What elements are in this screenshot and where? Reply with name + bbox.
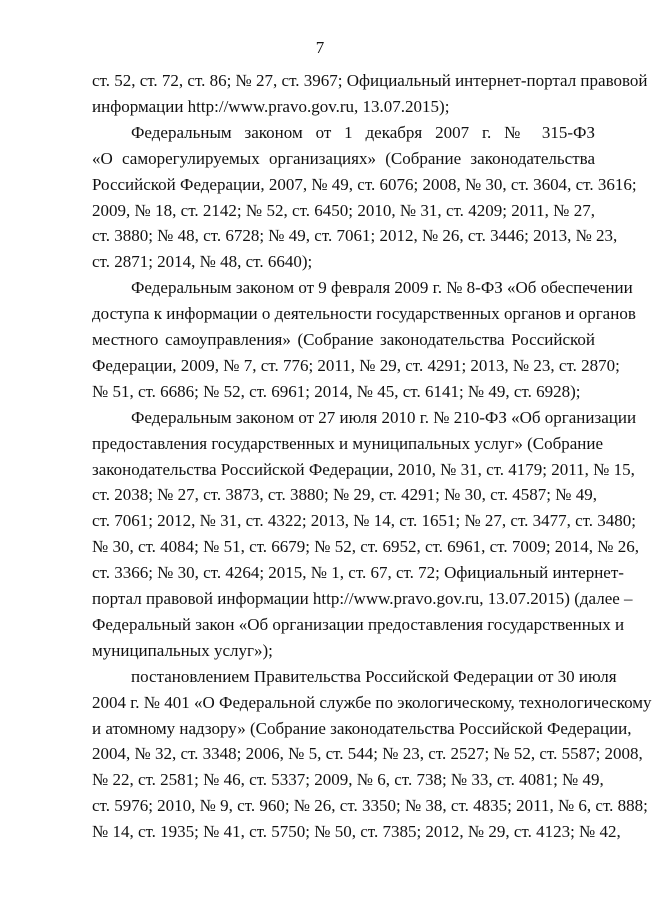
text-line: Федеральным законом от 9 февраля 2009 г. № 8-ФЗ «Об обеспечении [131, 278, 633, 298]
text-line: ст. 7061; 2012, № 31, ст. 4322; 2013, № 14, ст. 1651; № 27, ст. 3477, ст. 3480; [92, 511, 637, 531]
text-line: ст. 52, ст. 72, ст. 86; № 27, ст. 3967; Официальный интернет-портал правовой [92, 71, 648, 90]
text-line: доступа к информации о деятельности государственных органов и органов [92, 304, 636, 324]
page-number: 7 [315, 38, 325, 57]
text-line: «О саморегулируемых организациях» (Собрание законодательства [92, 148, 595, 168]
text-line: ст. 3880; № 48, ст. 6728; № 49, ст. 7061; 2012, № 26, ст. 3446; 2013, № 23, [92, 226, 618, 246]
text-line: Федеральным законом от 1 декабря 2007 г. № 315-ФЗ [131, 122, 595, 142]
text-line: Федерации, 2009, № 7, ст. 776; 2011, № 29, ст. 4291; 2013, № 23, ст. 2870; [92, 355, 620, 375]
text-line: № 22, ст. 2581; № 46, ст. 5337; 2009, № 6, ст. 738; № 33, ст. 4081; № 49, [92, 770, 604, 790]
text-line: постановлением Правительства Российской Федерации от 30 июля [131, 666, 617, 686]
text-line: законодательства Российской Федерации, 2010, № 31, ст. 4179; 2011, № 15, [92, 459, 635, 479]
text-line: местного самоуправления» (Собрание законодательства Российской [92, 330, 595, 349]
text-line: 2004, № 32, ст. 3348; 2006, № 5, ст. 544; № 23, ст. 2527; № 52, ст. 5587; 2008, [92, 744, 643, 764]
text-line: ст. 3366; № 30, ст. 4264; 2015, № 1, ст. 67, ст. 72; Официальный интернет- [92, 563, 624, 583]
text-line: и атомному надзору» (Собрание законодательства Российской Федерации, [92, 718, 632, 738]
text-line: ст. 2871; 2014, № 48, ст. 6640); [92, 252, 313, 272]
text-line: 2004 г. № 401 «О Федеральной службе по экологическому, технологическому [92, 692, 652, 712]
text-line: портал правовой информации http://www.pravo.gov.ru, 13.07.2015) (далее – [92, 589, 633, 608]
text-line: информации http://www.pravo.gov.ru, 13.07.2015); [92, 96, 450, 116]
text-line: № 30, ст. 4084; № 51, ст. 6679; № 52, ст. 6952, ст. 6961, ст. 7009; 2014, № 26, [92, 537, 640, 557]
text-line: № 14, ст. 1935; № 41, ст. 5750; № 50, ст. 7385; 2012, № 29, ст. 4123; № 42, [92, 822, 621, 842]
text-line: предоставления государственных и муниципальных услуг» (Собрание [92, 433, 604, 453]
text-line: Российской Федерации, 2007, № 49, ст. 6076; 2008, № 30, ст. 3604, ст. 3616; [92, 174, 637, 194]
text-line: Федеральный закон «Об организации предоставления государственных и [92, 614, 625, 634]
text-line: муниципальных услуг»); [92, 640, 273, 660]
text-line: Федеральным законом от 27 июля 2010 г. № 210-ФЗ «Об организации [131, 407, 637, 427]
text-line: ст. 5976; 2010, № 9, ст. 960; № 26, ст. 3350; № 38, ст. 4835; 2011, № 6, ст. 888; [92, 796, 648, 816]
text-line: ст. 2038; № 27, ст. 3873, ст. 3880; № 29, ст. 4291; № 30, ст. 4587; № 49, [92, 485, 598, 505]
text-line: 2009, № 18, ст. 2142; № 52, ст. 6450; 2010, № 31, ст. 4209; 2011, № 27, [92, 200, 595, 220]
text-line: № 51, ст. 6686; № 52, ст. 6961; 2014, № 45, ст. 6141; № 49, ст. 6928); [92, 381, 581, 401]
